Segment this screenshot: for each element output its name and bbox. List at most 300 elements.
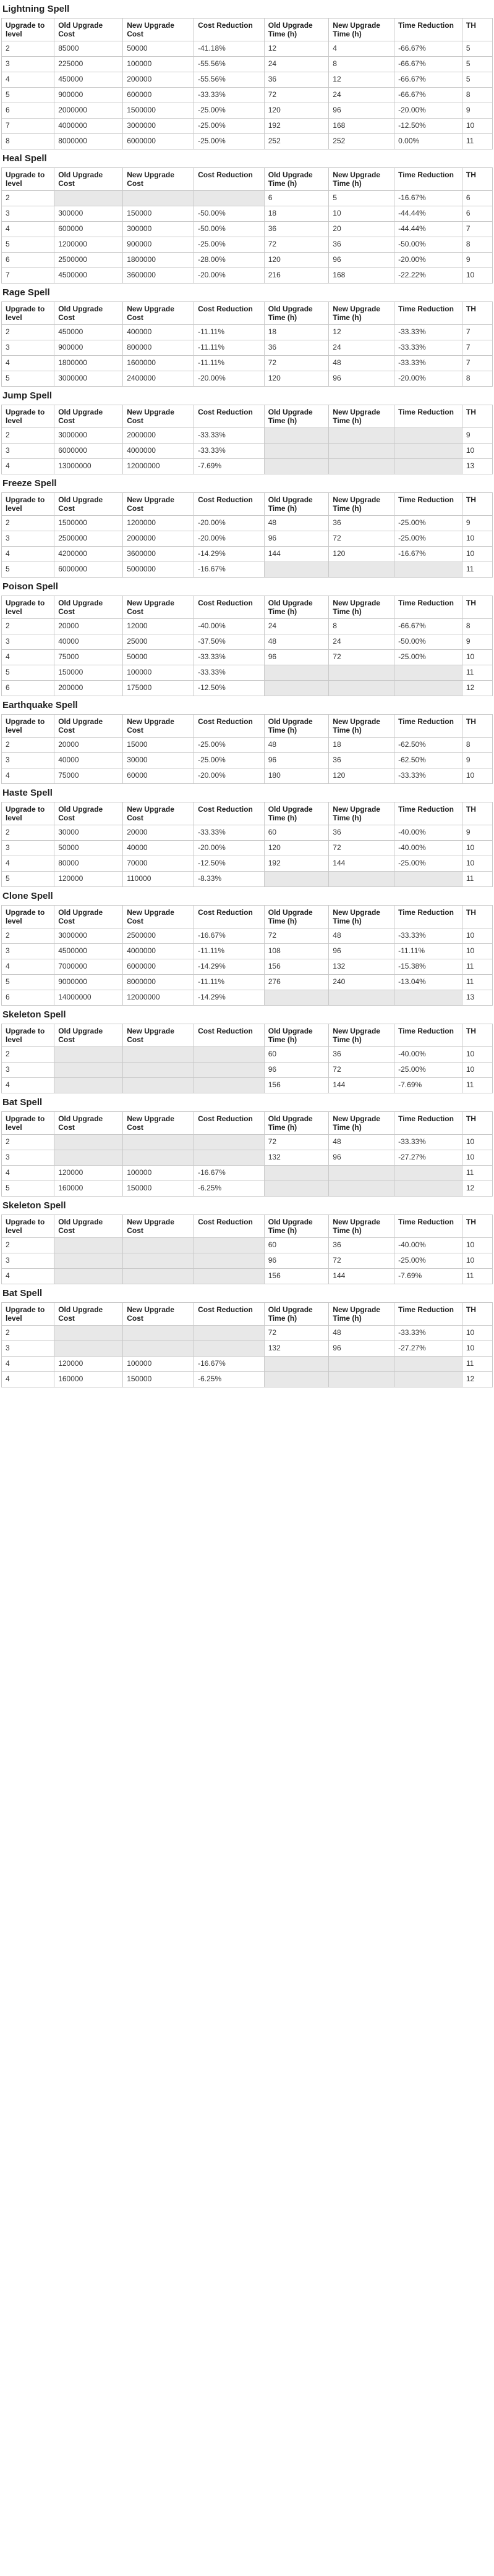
table-cell: 3 [2, 1063, 54, 1078]
table-cell: 72 [329, 531, 394, 547]
column-header: Old Upgrade Cost [54, 405, 123, 428]
table-cell: 11 [462, 562, 492, 578]
table-cell: 11 [462, 975, 492, 990]
table-cell: -7.69% [394, 1078, 462, 1093]
column-header: Upgrade to level [2, 302, 54, 325]
table-cell: 75000 [54, 650, 123, 665]
table-cell: 450000 [54, 325, 123, 340]
table-cell: 4 [329, 41, 394, 57]
table-cell: 30000 [54, 825, 123, 841]
table-cell: 4 [2, 222, 54, 237]
header-row [2, 596, 493, 619]
column-header: Old Upgrade Time (h) [264, 1112, 329, 1135]
table-cell: 12 [462, 1372, 492, 1387]
table-cell: 9 [462, 634, 492, 650]
table-cell: -16.67% [194, 562, 265, 578]
table-cell: -50.00% [194, 206, 265, 222]
table-cell [329, 681, 394, 696]
table-cell: 20 [329, 222, 394, 237]
table-cell: 216 [264, 268, 329, 284]
table-row [2, 1181, 493, 1197]
table-cell: 60 [264, 1047, 329, 1063]
spell-table [1, 714, 493, 784]
table-cell: -6.25% [194, 1181, 265, 1197]
column-header: TH [462, 493, 492, 516]
table-cell: 96 [264, 1063, 329, 1078]
table-cell: -15.38% [394, 959, 462, 975]
table-cell [54, 1078, 123, 1093]
table-row [2, 650, 493, 665]
column-header: TH [462, 168, 492, 191]
table-cell: 5 [462, 72, 492, 88]
table-cell: 120000 [54, 1166, 123, 1181]
column-header: TH [462, 405, 492, 428]
table-cell: 20000 [54, 619, 123, 634]
table-cell: -14.29% [194, 547, 265, 562]
table-cell [194, 1326, 265, 1341]
table-cell: -11.11% [394, 944, 462, 959]
table-cell: -20.00% [394, 371, 462, 387]
table-cell: 225000 [54, 57, 123, 72]
table-cell: 72 [264, 928, 329, 944]
column-header: Old Upgrade Time (h) [264, 906, 329, 928]
table-cell: 1200000 [54, 237, 123, 253]
table-cell: -25.00% [194, 738, 265, 753]
table-cell: 72 [329, 1253, 394, 1269]
column-header: Old Upgrade Cost [54, 1215, 123, 1238]
table-cell: 168 [329, 119, 394, 134]
column-header: Old Upgrade Time (h) [264, 1024, 329, 1047]
table-cell [264, 872, 329, 887]
table-cell: 5 [329, 191, 394, 206]
table-cell: 156 [264, 1078, 329, 1093]
column-header: Time Reduction [394, 1215, 462, 1238]
table-cell: -16.67% [394, 191, 462, 206]
spell-title: Freeze Spell [2, 478, 57, 489]
column-header: Upgrade to level [2, 1215, 54, 1238]
table-cell: 2500000 [123, 928, 194, 944]
table-row [2, 191, 493, 206]
spell-table [1, 18, 493, 149]
table-cell [329, 872, 394, 887]
column-header: Upgrade to level [2, 1024, 54, 1047]
table-cell: 2 [2, 1238, 54, 1253]
table-cell: 7000000 [54, 959, 123, 975]
table-cell: 11 [462, 1269, 492, 1284]
table-cell: 5000000 [123, 562, 194, 578]
table-cell: 156 [264, 1269, 329, 1284]
table-cell: -37.50% [194, 634, 265, 650]
table-cell: 6 [462, 191, 492, 206]
spell-section [1, 387, 493, 474]
table-cell: 8000000 [54, 134, 123, 149]
column-header: Old Upgrade Time (h) [264, 1215, 329, 1238]
column-header: Cost Reduction [194, 302, 265, 325]
table-cell [264, 1357, 329, 1372]
table-cell: 48 [264, 738, 329, 753]
table-cell [329, 1181, 394, 1197]
spell-table [1, 1024, 493, 1093]
table-cell: 20000 [123, 825, 194, 841]
column-header: New Upgrade Cost [123, 715, 194, 738]
table-cell: 50000 [123, 650, 194, 665]
table-cell: 3000000 [54, 928, 123, 944]
table-cell [264, 1181, 329, 1197]
table-cell [194, 1238, 265, 1253]
table-cell: 192 [264, 119, 329, 134]
table-row [2, 88, 493, 103]
table-cell: 50000 [54, 841, 123, 856]
table-cell: 8 [462, 237, 492, 253]
table-cell: 5 [2, 665, 54, 681]
table-cell: 120 [264, 841, 329, 856]
table-cell: 18 [264, 206, 329, 222]
table-cell: 10 [462, 444, 492, 459]
table-cell: 13000000 [54, 459, 123, 474]
table-cell: -25.00% [194, 753, 265, 768]
column-header: New Upgrade Cost [123, 493, 194, 516]
table-cell: 36 [329, 753, 394, 768]
table-cell [194, 191, 265, 206]
table-cell: 300000 [54, 206, 123, 222]
table-row [2, 531, 493, 547]
column-header: Time Reduction [394, 596, 462, 619]
table-cell: 13 [462, 990, 492, 1006]
table-cell: -33.33% [394, 1326, 462, 1341]
spell-table [1, 405, 493, 474]
table-cell: 40000 [54, 634, 123, 650]
table-cell: 18 [264, 325, 329, 340]
table-row [2, 753, 493, 768]
table-row [2, 841, 493, 856]
table-cell: 9 [462, 103, 492, 119]
table-cell: 24 [264, 619, 329, 634]
table-cell: 10 [329, 206, 394, 222]
table-cell [54, 1135, 123, 1150]
table-cell: 2500000 [54, 253, 123, 268]
table-cell: 9 [462, 753, 492, 768]
column-header: New Upgrade Cost [123, 906, 194, 928]
table-cell: -40.00% [394, 1047, 462, 1063]
table-cell: 72 [329, 650, 394, 665]
spell-section [1, 149, 493, 284]
table-cell: -28.00% [194, 253, 265, 268]
table-cell: 3 [2, 444, 54, 459]
table-cell: 2 [2, 1047, 54, 1063]
table-cell: 80000 [54, 856, 123, 872]
table-cell [194, 1135, 265, 1150]
table-cell: 10 [462, 1253, 492, 1269]
column-header: Old Upgrade Cost [54, 596, 123, 619]
table-cell: 10 [462, 531, 492, 547]
column-header: Upgrade to level [2, 405, 54, 428]
table-cell: -33.33% [194, 650, 265, 665]
table-cell: 4 [2, 650, 54, 665]
table-cell: 2 [2, 825, 54, 841]
table-cell: -25.00% [194, 134, 265, 149]
table-cell: 4 [2, 1269, 54, 1284]
table-cell: -33.33% [194, 88, 265, 103]
column-header: Cost Reduction [194, 906, 265, 928]
column-header: New Upgrade Time (h) [329, 1112, 394, 1135]
table-cell: 0.00% [394, 134, 462, 149]
table-cell: 450000 [54, 72, 123, 88]
table-cell: 96 [264, 531, 329, 547]
table-cell: 150000 [54, 665, 123, 681]
table-cell: 10 [462, 650, 492, 665]
column-header: Time Reduction [394, 802, 462, 825]
table-row [2, 340, 493, 356]
table-cell: 2 [2, 325, 54, 340]
table-cell: -11.11% [194, 340, 265, 356]
column-header: Old Upgrade Time (h) [264, 596, 329, 619]
table-cell: -33.33% [394, 340, 462, 356]
table-cell: 3 [2, 57, 54, 72]
table-cell [329, 562, 394, 578]
column-header: Old Upgrade Time (h) [264, 405, 329, 428]
column-header: New Upgrade Time (h) [329, 715, 394, 738]
table-cell: 12 [329, 72, 394, 88]
table-cell: -50.00% [394, 237, 462, 253]
column-header: Upgrade to level [2, 493, 54, 516]
table-row [2, 444, 493, 459]
table-cell [54, 1341, 123, 1357]
table-cell: 60 [264, 825, 329, 841]
spell-section [1, 784, 493, 887]
table-cell: 3 [2, 1341, 54, 1357]
table-cell: -25.00% [194, 237, 265, 253]
column-header: Cost Reduction [194, 802, 265, 825]
table-row [2, 990, 493, 1006]
table-cell: 4 [2, 1166, 54, 1181]
column-header: New Upgrade Time (h) [329, 1215, 394, 1238]
table-cell [123, 1063, 194, 1078]
column-header: Old Upgrade Cost [54, 302, 123, 325]
table-cell: 48 [329, 928, 394, 944]
table-cell: 160000 [54, 1181, 123, 1197]
table-cell: 8 [462, 371, 492, 387]
table-cell: 2000000 [123, 428, 194, 444]
column-header: TH [462, 802, 492, 825]
column-header: TH [462, 596, 492, 619]
column-header: Old Upgrade Time (h) [264, 302, 329, 325]
column-header: Old Upgrade Cost [54, 19, 123, 41]
table-cell [264, 990, 329, 1006]
table-cell: 2 [2, 1135, 54, 1150]
table-cell [329, 1166, 394, 1181]
table-cell: 48 [264, 634, 329, 650]
table-cell: 110000 [123, 872, 194, 887]
table-cell: 200000 [54, 681, 123, 696]
table-row [2, 634, 493, 650]
table-cell: 10 [462, 1341, 492, 1357]
table-cell: -16.67% [194, 1357, 265, 1372]
table-row [2, 665, 493, 681]
table-cell: 7 [2, 268, 54, 284]
table-cell: 85000 [54, 41, 123, 57]
column-header: New Upgrade Cost [123, 1112, 194, 1135]
table-cell [394, 1357, 462, 1372]
column-header: Cost Reduction [194, 1215, 265, 1238]
table-cell [123, 1253, 194, 1269]
table-cell: -62.50% [394, 738, 462, 753]
table-cell: 1500000 [54, 516, 123, 531]
table-cell: 1600000 [123, 356, 194, 371]
table-cell: 72 [329, 841, 394, 856]
table-cell: 72 [264, 356, 329, 371]
spell-section [1, 284, 493, 387]
column-header: Old Upgrade Time (h) [264, 493, 329, 516]
table-cell: 2 [2, 41, 54, 57]
column-header: Old Upgrade Time (h) [264, 1303, 329, 1326]
table-row [2, 562, 493, 578]
table-cell: 120 [329, 768, 394, 784]
column-header: Time Reduction [394, 405, 462, 428]
table-cell [194, 1047, 265, 1063]
column-header: Old Upgrade Cost [54, 1112, 123, 1135]
table-cell: -41.18% [194, 41, 265, 57]
column-header: New Upgrade Time (h) [329, 168, 394, 191]
table-cell: 3 [2, 1150, 54, 1166]
table-cell: 3600000 [123, 547, 194, 562]
table-cell [54, 1047, 123, 1063]
table-cell [54, 1326, 123, 1341]
spell-title: Bat Spell [2, 1097, 43, 1108]
table-cell: 7 [462, 325, 492, 340]
table-cell: 4500000 [54, 944, 123, 959]
table-cell: 5 [2, 1181, 54, 1197]
column-header: New Upgrade Time (h) [329, 19, 394, 41]
table-cell: 8000000 [123, 975, 194, 990]
table-cell: 96 [329, 371, 394, 387]
column-header: TH [462, 19, 492, 41]
header-row [2, 715, 493, 738]
table-row [2, 1253, 493, 1269]
table-cell: -12.50% [194, 681, 265, 696]
table-cell: 8 [329, 619, 394, 634]
column-header: Old Upgrade Time (h) [264, 802, 329, 825]
table-cell: 5 [2, 975, 54, 990]
table-cell: 4000000 [123, 444, 194, 459]
table-cell: 2 [2, 1326, 54, 1341]
column-header: Upgrade to level [2, 1303, 54, 1326]
table-cell: -27.27% [394, 1150, 462, 1166]
table-cell: 3000000 [123, 119, 194, 134]
table-cell [394, 665, 462, 681]
table-cell: -55.56% [194, 72, 265, 88]
table-cell: 96 [329, 253, 394, 268]
table-cell: 4200000 [54, 547, 123, 562]
table-cell: -33.33% [194, 825, 265, 841]
table-cell: 60000 [123, 768, 194, 784]
table-cell: 18 [329, 738, 394, 753]
table-cell: 132 [264, 1150, 329, 1166]
table-cell: 120 [264, 371, 329, 387]
table-cell [394, 990, 462, 1006]
column-header: Time Reduction [394, 19, 462, 41]
table-cell: 12 [329, 325, 394, 340]
column-header: New Upgrade Cost [123, 596, 194, 619]
table-cell: -20.00% [194, 371, 265, 387]
table-cell: 2000000 [123, 531, 194, 547]
column-header: Upgrade to level [2, 715, 54, 738]
table-cell [264, 665, 329, 681]
spell-section [1, 1093, 493, 1197]
table-cell: 10 [462, 1150, 492, 1166]
table-cell: 4000000 [54, 119, 123, 134]
table-cell: 60 [264, 1238, 329, 1253]
table-row [2, 738, 493, 753]
column-header: New Upgrade Cost [123, 168, 194, 191]
table-cell: 5 [2, 371, 54, 387]
table-cell: 4 [2, 547, 54, 562]
table-cell: 24 [329, 634, 394, 650]
table-cell: 40000 [54, 753, 123, 768]
table-cell: 4 [2, 1078, 54, 1093]
column-header: Old Upgrade Time (h) [264, 715, 329, 738]
column-header: Time Reduction [394, 906, 462, 928]
table-cell: 72 [264, 88, 329, 103]
table-cell: -25.00% [394, 1253, 462, 1269]
table-cell: 3000000 [54, 371, 123, 387]
table-cell: 2500000 [54, 531, 123, 547]
table-row [2, 1078, 493, 1093]
table-cell [394, 872, 462, 887]
spell-section [1, 1006, 493, 1093]
table-row [2, 1372, 493, 1387]
header-row [2, 493, 493, 516]
table-row [2, 872, 493, 887]
table-cell: -11.11% [194, 975, 265, 990]
table-cell: 3 [2, 340, 54, 356]
table-cell: 6000000 [54, 444, 123, 459]
table-cell: -33.33% [394, 1135, 462, 1150]
table-cell [194, 1269, 265, 1284]
column-header: New Upgrade Time (h) [329, 1024, 394, 1047]
table-cell: 75000 [54, 768, 123, 784]
spell-table [1, 492, 493, 578]
column-header: Old Upgrade Cost [54, 1024, 123, 1047]
table-cell: 120000 [54, 872, 123, 887]
table-row [2, 57, 493, 72]
column-header: Cost Reduction [194, 19, 265, 41]
table-cell: 12000000 [123, 990, 194, 1006]
column-header: New Upgrade Time (h) [329, 906, 394, 928]
column-header: Cost Reduction [194, 1024, 265, 1047]
table-cell [264, 459, 329, 474]
spell-title: Jump Spell [2, 390, 53, 401]
table-cell [123, 1135, 194, 1150]
table-cell: 36 [329, 825, 394, 841]
table-cell: -25.00% [194, 119, 265, 134]
table-row [2, 428, 493, 444]
spell-table [1, 301, 493, 387]
table-cell: 168 [329, 268, 394, 284]
table-cell: 50000 [123, 41, 194, 57]
table-cell [123, 1269, 194, 1284]
table-row [2, 206, 493, 222]
table-cell [264, 681, 329, 696]
table-cell: 5 [2, 237, 54, 253]
table-cell: 36 [329, 1238, 394, 1253]
spell-section [1, 578, 493, 696]
table-cell: 7 [462, 356, 492, 371]
spell-section [1, 1284, 493, 1387]
column-header: Time Reduction [394, 1112, 462, 1135]
column-header: New Upgrade Time (h) [329, 493, 394, 516]
table-row [2, 1341, 493, 1357]
table-cell: 10 [462, 1135, 492, 1150]
